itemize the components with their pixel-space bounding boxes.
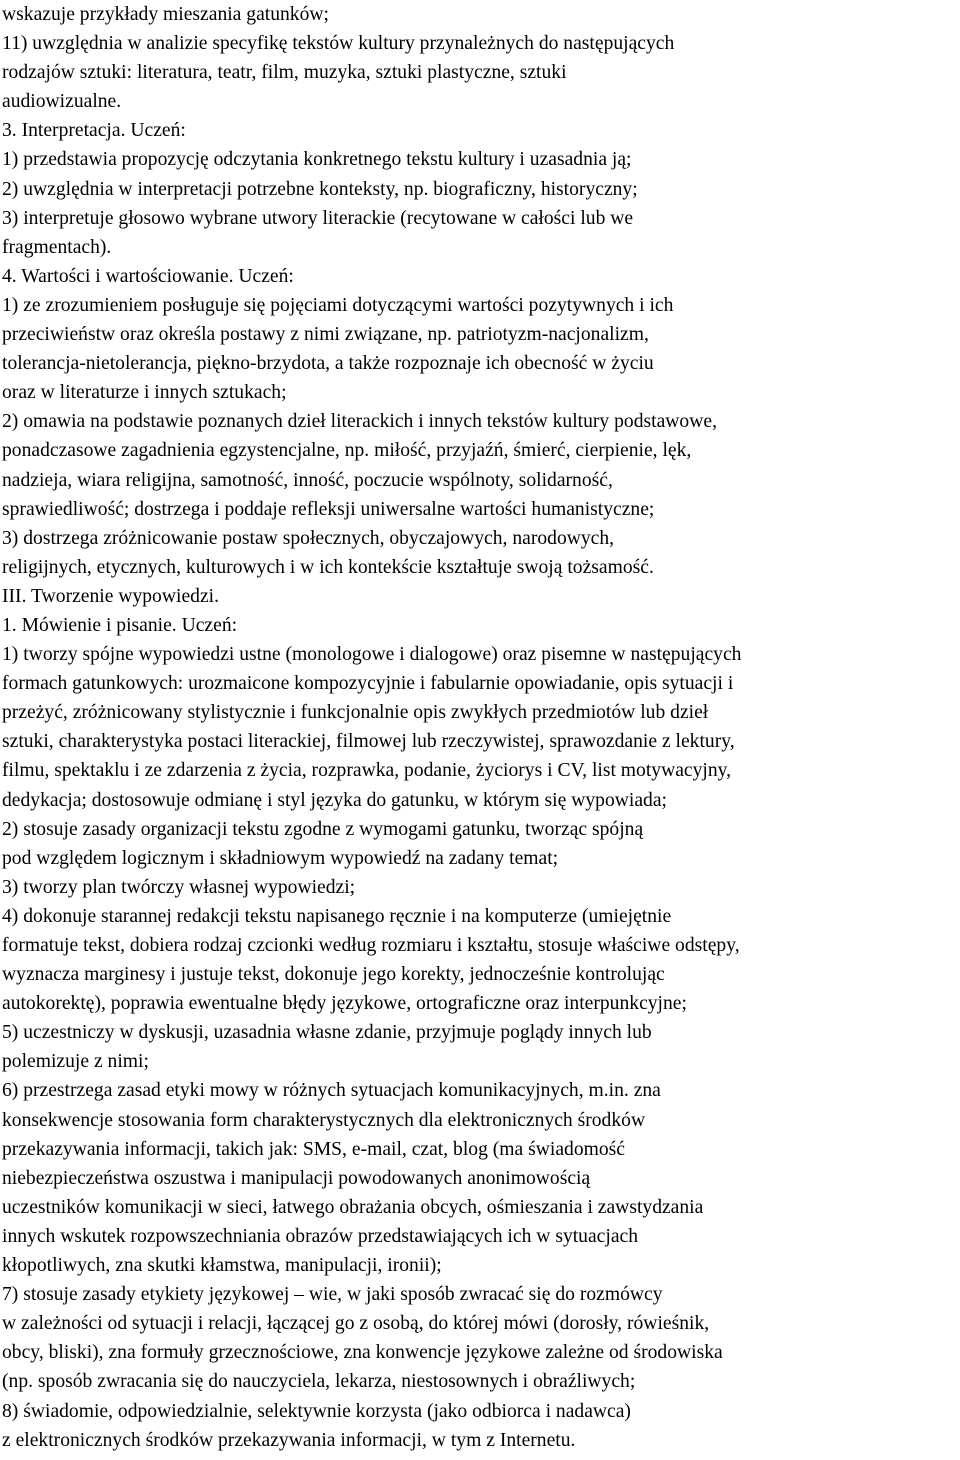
text-line: 1. Mówienie i pisanie. Uczeń: — [2, 614, 238, 636]
text-line: tolerancja-nietolerancja, piękno-brzydota, a także rozpoznaje ich obecność w życiu — [2, 353, 654, 375]
text-line: 8) świadomie, odpowiedzialnie, selektywnie korzysta (jako odbiorca i nadawca) — [2, 1400, 631, 1422]
text-line: 3) dostrzega zróżnicowanie postaw społecznych, obyczajowych, narodowych, — [2, 527, 615, 549]
text-line: wskazuje przykłady mieszania gatunków; — [2, 4, 329, 25]
text-line: 1) przedstawia propozycję odczytania konkretnego tekstu kultury i uzasadnia ją; — [2, 149, 632, 171]
text-line: konsekwencje stosowania form charakterystycznych dla elektronicznych środków — [2, 1109, 646, 1131]
text-line: uczestników komunikacji w sieci, łatwego obrażania obcych, ośmieszania i zawstydzania — [2, 1196, 704, 1218]
text-line: autokorektę), poprawia ewentualne błędy językowe, ortograficzne oraz interpunkcyjne; — [2, 993, 687, 1015]
text-line: z elektronicznych środków przekazywania informacji, w tym z Internetu. — [2, 1429, 576, 1451]
text-line: formatuje tekst, dobiera rodzaj czcionki według rozmiaru i kształtu, stosuje właściwe odstępy, — [2, 935, 740, 956]
text-line: 7) stosuje zasady etykiety językowej – wie, w jaki sposób zwracać się do rozmówcy — [2, 1284, 663, 1306]
text-line: audiowizualne. — [2, 91, 122, 113]
text-line: formach gatunkowych: urozmaicone kompozycyjnie i fabularnie opowiadanie, opis sytuacji i — [2, 673, 734, 695]
text-line: niebezpieczeństwa oszustwa i manipulacji powodowanych anonimowością — [2, 1167, 591, 1189]
text-line: ponadczasowe zagadnienia egzystencjalne, np. miłość, przyjaźń, śmierć, cierpienie, lęk, — [2, 440, 692, 462]
text-line: rodzajów sztuki: literatura, teatr, film, muzyka, sztuki plastyczne, sztuki — [2, 62, 567, 84]
text-line: 2) stosuje zasady organizacji tekstu zgodne z wymogami gatunku, tworząc spójną — [2, 818, 644, 840]
text-line: 3. Interpretacja. Uczeń: — [2, 120, 186, 142]
text-line: oraz w literaturze i innych sztukach; — [2, 382, 287, 404]
text-line: kłopotliwych, zna skutki kłamstwa, manipulacji, ironii); — [2, 1255, 442, 1277]
text-line: przeciwieństw oraz określa postawy z nimi związane, np. patriotyzm-nacjonalizm, — [2, 324, 649, 346]
text-line: 11) uwzględnia w analizie specyfikę tekstów kultury przynależnych do następujących — [2, 33, 675, 55]
text-line: 3) tworzy plan twórczy własnej wypowiedzi; — [2, 876, 356, 898]
text-line: 3) interpretuje głosowo wybrane utwory literackie (recytowane w całości lub we — [2, 207, 634, 229]
text-line: wyznacza marginesy i justuje tekst, dokonuje jego korekty, jednocześnie kontrolując — [2, 964, 665, 986]
text-line: sprawiedliwość; dostrzega i poddaje refleksji uniwersalne wartości humanistyczne; — [2, 498, 655, 520]
text-line: przeżyć, zróżnicowany stylistycznie i funkcjonalnie opis zwykłych przedmiotów lub dzieł — [2, 702, 709, 724]
text-line: fragmentach). — [2, 236, 112, 258]
document-text — [2, 0, 960, 1455]
text-line: w zależności od sytuacji i relacji, łączącej go z osobą, do której mówi (dorosły, rówieśnik, — [2, 1313, 710, 1335]
text-line: 2) uwzględnia w interpretacji potrzebne konteksty, np. biograficzny, historyczny; — [2, 178, 638, 200]
text-line: 1) ze zrozumieniem posługuje się pojęciami dotyczącymi wartości pozytywnych i ich — [2, 294, 674, 316]
text-line: obcy, bliski), zna formuły grzecznościowe, zna konwencje językowe zależne od środowiska — [2, 1342, 723, 1364]
text-line: polemizuje z nimi; — [2, 1051, 149, 1073]
text-line: 4. Wartości i wartościowanie. Uczeń: — [2, 265, 294, 287]
text-line: 5) uczestniczy w dyskusji, uzasadnia własne zdanie, przyjmuje poglądy innych lub — [2, 1022, 652, 1044]
text-line: innych wskutek rozpowszechniania obrazów przedstawiających ich w sytuacjach — [2, 1225, 639, 1247]
text-line: religijnych, etycznych, kulturowych i w ich kontekście kształtuje swoją tożsamość. — [2, 556, 654, 578]
text-line: pod względem logicznym i składniowym wypowiedź na zadany temat; — [2, 847, 559, 869]
text-line: 4) dokonuje starannej redakcji tekstu napisanego ręcznie i na komputerze (umiejętnie — [2, 905, 672, 927]
text-line: nadzieja, wiara religijna, samotność, inność, poczucie wspólnoty, solidarność, — [2, 469, 613, 491]
text-line: (np. sposób zwracania się do nauczyciela, lekarza, niestosownych i obraźliwych; — [2, 1371, 636, 1393]
text-line: 6) przestrzega zasad etyki mowy w różnych sytuacjach komunikacyjnych, m.in. zna — [2, 1080, 661, 1102]
text-line: 1) tworzy spójne wypowiedzi ustne (monologowe i dialogowe) oraz pisemne w następujących — [2, 644, 742, 666]
text-line: filmu, spektaklu i ze zdarzenia z życia, rozprawka, podanie, życiorys i CV, list motywacyjny, — [2, 760, 732, 782]
text-line: dedykacja; dostosowuje odmianę i styl języka do gatunku, w którym się wypowiada; — [2, 789, 667, 811]
text-line: sztuki, charakterystyka postaci literackiej, filmowej lub rzeczywistej, sprawozdanie z lektury, — [2, 731, 735, 753]
text-line: III. Tworzenie wypowiedzi. — [2, 585, 219, 607]
text-line: przekazywania informacji, takich jak: SMS, e-mail, czat, blog (ma świadomość — [2, 1138, 625, 1160]
text-line: 2) omawia na podstawie poznanych dzieł literackich i innych tekstów kultury podstawowe, — [2, 411, 717, 433]
